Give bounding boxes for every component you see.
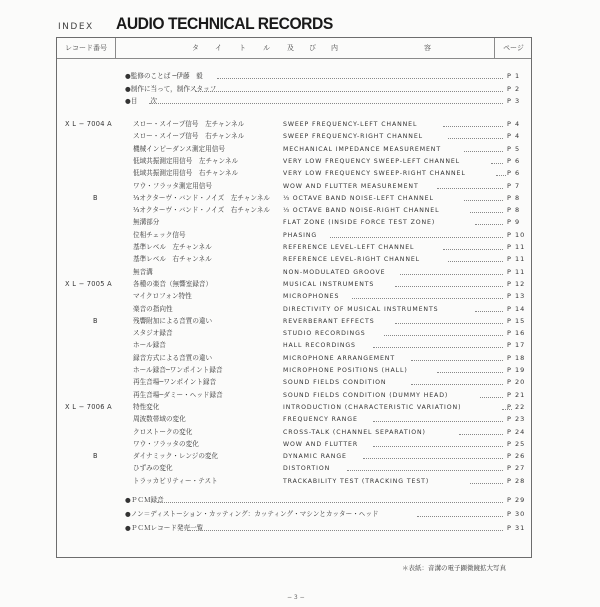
page-ref: P 30 — [507, 510, 526, 518]
page-ref: P 13 — [507, 292, 526, 301]
table-row — [57, 229, 531, 242]
title-english: VERY LOW FREQUENCY SWEEP-LEFT CHANNEL — [283, 157, 461, 165]
table-row — [57, 389, 531, 402]
leader-dots — [496, 167, 506, 176]
page-ref: P 15 — [507, 316, 526, 325]
title-english: MICROPHONES — [283, 293, 340, 301]
leader-dots — [411, 352, 503, 361]
list-item — [57, 522, 531, 535]
page-ref: P 11 — [507, 267, 526, 276]
title-english: REFERENCE LEVEL-LEFT CHANNEL — [283, 244, 415, 251]
leader-dots — [157, 494, 503, 503]
header-title-char: び — [309, 44, 316, 52]
leader-dots — [475, 216, 503, 225]
title-japanese: 無溝部分 — [133, 218, 160, 227]
table-row — [57, 143, 531, 156]
title-japanese: ホール録音─ワンポイント録音 — [133, 366, 223, 374]
leader-dots — [395, 315, 503, 324]
page-ref: P 18 — [507, 353, 526, 362]
page-ref: P 9 — [507, 218, 521, 227]
title-english: INTRODUCTION (CHARACTERISTIC VARIATION) — [283, 403, 462, 411]
page-ref: P 21 — [507, 390, 526, 399]
page-ref: P 19 — [507, 366, 526, 374]
page-ref: P 11 — [507, 243, 526, 251]
leader-dots — [448, 253, 503, 262]
title-english: ⅓ OCTAVE BAND NOISE-RIGHT CHANNEL — [283, 207, 440, 215]
page-ref: P 16 — [507, 329, 526, 338]
title-english: ⅓ OCTAVE BAND NOISE-LEFT CHANNEL — [283, 194, 434, 202]
title-japanese: 低域共振測定用信号 左チャンネル — [133, 156, 239, 165]
table-row — [57, 352, 531, 365]
header-title-char: イ — [215, 44, 222, 52]
leader-dots — [187, 522, 503, 531]
leader-dots — [384, 327, 503, 336]
title-english: STUDIO RECORDINGS — [283, 330, 366, 338]
index-label: INDEX — [58, 22, 94, 32]
page-ref: P 1 — [507, 72, 521, 80]
table-row — [57, 167, 531, 180]
leader-dots — [417, 508, 503, 517]
table-row — [57, 155, 531, 168]
table-row — [57, 204, 531, 217]
record-number: X L − 7005 A — [65, 279, 112, 288]
page-ref: P 6 — [507, 156, 521, 165]
title-japanese: 再生音場─ダミー・ヘッド録音 — [133, 390, 223, 399]
list-item — [57, 83, 531, 96]
table-row — [57, 278, 531, 291]
page-ref: P 28 — [507, 476, 526, 485]
title-japanese: 基準レベル 左チャンネル — [133, 243, 212, 251]
title-english: MUSICAL INSTRUMENTS — [283, 280, 375, 288]
title-japanese: ひずみの変化 — [133, 464, 173, 473]
header-title-contents — [115, 38, 494, 58]
leader-dots — [149, 95, 503, 104]
page-ref: P 23 — [507, 415, 526, 424]
page-number: − 3 − — [287, 594, 305, 601]
leader-dots — [470, 475, 503, 484]
title-english: DYNAMIC RANGE — [283, 453, 347, 461]
record-number: B — [93, 452, 98, 461]
header-title-char: 内 — [331, 44, 338, 52]
title-english: CROSS-TALK (CHANNEL SEPARATION) — [283, 428, 426, 436]
title-english: HALL RECORDINGS — [283, 342, 356, 350]
leader-dots — [480, 389, 503, 398]
list-item — [57, 95, 531, 108]
table-row — [57, 339, 531, 352]
title-english: PHASING — [283, 231, 318, 239]
leader-dots — [491, 155, 503, 164]
leader-dots — [443, 241, 503, 250]
page-ref: P 4 — [507, 120, 521, 128]
leader-dots — [373, 339, 503, 348]
record-number: B — [93, 316, 98, 325]
table-row — [57, 315, 531, 328]
page-ref: P 10 — [507, 230, 526, 239]
title-japanese: 楽音の指向性 — [133, 304, 173, 313]
leader-dots — [448, 130, 503, 139]
list-item — [57, 508, 531, 521]
title-japanese: 位相チェック信号 — [133, 230, 186, 239]
record-number: B — [93, 193, 98, 202]
table-row — [57, 130, 531, 143]
title-japanese: 再生音場─ワンポイント録音 — [133, 378, 217, 387]
table-row — [57, 413, 531, 426]
brand-logo: AUDIO TECHNICAL RECORDS — [116, 14, 333, 33]
title-japanese: ワウ・フラッタ測定用信号 — [133, 181, 212, 190]
item-label: ●目 次 — [125, 97, 158, 106]
title-japanese: 低域共振測定用信号 右チャンネル — [133, 169, 239, 178]
title-japanese: ホール録音 — [133, 341, 166, 350]
table-row — [57, 303, 531, 316]
title-japanese: ワウ・フラッタの変化 — [133, 439, 199, 448]
leader-dots — [475, 303, 503, 312]
leader-dots — [411, 376, 503, 385]
title-japanese: 特性変化 — [133, 402, 160, 411]
item-label: ●制作に当って，制作スタッフ — [125, 84, 217, 93]
record-number: X L − 7006 A — [65, 402, 112, 411]
page-ref: P 29 — [507, 496, 526, 504]
title-japanese: スロー・スイープ信号 右チャンネル — [133, 132, 245, 141]
table-row — [57, 450, 531, 463]
page-ref: P 17 — [507, 341, 526, 350]
title-english: SOUND FIELDS CONDITION — [283, 379, 387, 387]
title-japanese: スタジオ録音 — [133, 329, 173, 338]
page-ref: P 5 — [507, 144, 521, 153]
table-row — [57, 364, 531, 377]
list-item — [57, 494, 531, 507]
cover-caption: ＊表紙：音溝の電子顕微鏡拡大写真 — [402, 564, 506, 572]
title-japanese: 録音方式による音質の違い — [133, 353, 213, 362]
leader-dots — [443, 118, 503, 127]
leader-dots — [217, 70, 503, 79]
table-row — [57, 426, 531, 439]
title-english: TRACKABILITY TEST (TRACKING TEST) — [283, 477, 430, 485]
leader-dots — [195, 83, 503, 92]
page-ref: P 2 — [507, 84, 521, 93]
table-row — [57, 475, 531, 488]
table-row — [57, 438, 531, 451]
title-japanese: 周波数帯域の変化 — [133, 415, 186, 424]
title-japanese: トラッカビリティー・テスト — [133, 476, 218, 485]
table-row — [57, 192, 531, 205]
title-english: REFERENCE LEVEL-RIGHT CHANNEL — [283, 256, 421, 264]
item-label: ●監修のことば ─伊藤 毅 — [125, 72, 203, 80]
table-row — [57, 180, 531, 193]
page-ref: P 14 — [507, 304, 526, 313]
leader-dots — [437, 180, 503, 189]
title-english: SOUND FIELDS CONDITION (DUMMY HEAD) — [283, 391, 449, 399]
page-ref: P 4 — [507, 132, 521, 141]
leader-dots — [400, 266, 503, 275]
table-row — [57, 118, 531, 131]
title-english: MECHANICAL IMPEDANCE MEASUREMENT — [283, 145, 441, 153]
leader-dots — [373, 438, 503, 447]
list-item — [57, 70, 531, 83]
record-number: X L − 7004 A — [65, 120, 112, 128]
item-label: ●ＰＣＭ録音 — [125, 496, 164, 504]
title-japanese: 残響附加による音質の違い — [133, 316, 213, 325]
header-record-number: レコード番号 — [57, 38, 116, 58]
title-english: REVERBERANT EFFECTS — [283, 317, 375, 325]
table-row — [57, 253, 531, 266]
title-english: FLAT ZONE (INSIDE FORCE TEST ZONE) — [283, 219, 436, 227]
page-ref: P 6 — [507, 169, 521, 178]
table-header — [57, 38, 531, 59]
page-ref: P 27 — [507, 464, 526, 473]
table-row — [57, 327, 531, 340]
table-row — [57, 266, 531, 279]
title-japanese: マイクロフォン特性 — [133, 292, 192, 301]
title-english: NON-MODULATED GROOVE — [283, 268, 386, 276]
title-japanese: クロストークの変化 — [133, 427, 193, 436]
title-japanese: ダイナミック・レンジの変化 — [133, 452, 219, 461]
leader-dots — [352, 290, 503, 299]
header-title-char: ト — [239, 44, 246, 52]
leader-dots — [459, 426, 503, 435]
title-japanese: ⅓オクターヴ・バンド・ノイズ 左チャンネル — [133, 193, 270, 202]
page-ref: P 24 — [507, 427, 526, 436]
title-english: DIRECTIVITY OF MUSICAL INSTRUMENTS — [283, 305, 439, 313]
title-japanese: スロー・スイープ信号 左チャンネル — [133, 120, 245, 128]
page-ref: P 3 — [507, 97, 521, 106]
title-english: FREQUENCY RANGE — [283, 416, 358, 424]
leader-dots — [373, 413, 503, 422]
title-english: WOW AND FLUTTER MEASUREMENT — [283, 182, 419, 190]
header-title-char: タ — [192, 44, 199, 52]
leader-dots — [347, 462, 504, 471]
title-japanese: 基準レベル 右チャンネル — [133, 255, 212, 264]
title-english: SWEEP FREQUENCY-RIGHT CHANNEL — [283, 133, 423, 141]
item-label: ●ノン＝ディストーション・カッティング：カッティング・マシンとカッター・ヘッド — [125, 510, 379, 518]
title-japanese: 無音溝 — [133, 267, 153, 276]
title-english: VERY LOW FREQUENCY SWEEP-RIGHT CHANNEL — [283, 170, 466, 178]
title-english: WOW AND FLUTTER — [283, 440, 359, 448]
leader-dots — [470, 204, 503, 213]
table-row — [57, 376, 531, 389]
page-ref: P 11 — [507, 255, 526, 264]
header-title-char: 容 — [424, 44, 431, 52]
page-ref: P 8 — [507, 193, 521, 202]
title-english: SWEEP FREQUENCY-LEFT CHANNEL — [283, 121, 418, 128]
header-page: ページ — [494, 38, 532, 58]
table-row — [57, 401, 531, 414]
leader-dots — [330, 229, 503, 238]
leader-dots — [464, 143, 503, 152]
page-ref: P 26 — [507, 452, 526, 461]
leader-dots — [363, 450, 503, 459]
page-ref: P 7 — [507, 181, 521, 190]
title-japanese: ⅓オクターヴ・バンド・ノイズ 右チャンネル — [133, 206, 270, 215]
table-row — [57, 462, 531, 475]
leader-dots — [464, 192, 503, 201]
header-title-char: ル — [263, 44, 270, 52]
page-ref: P 20 — [507, 378, 526, 387]
table-row — [57, 290, 531, 303]
title-japanese: 各種の楽音（無響室録音） — [133, 279, 213, 288]
title-english: MICROPHONE POSITIONS (HALL) — [283, 367, 408, 374]
page-ref: P 22 — [507, 402, 526, 411]
leader-dots — [395, 278, 503, 287]
page-ref: P 12 — [507, 279, 526, 288]
leader-dots — [437, 364, 503, 373]
item-label: ●ＰＣＭレコード発売一覧 — [125, 524, 204, 532]
table-row — [57, 216, 531, 229]
header-title-char: 及 — [287, 44, 294, 52]
page-ref: P 8 — [507, 206, 521, 215]
title-english: MICROPHONE ARRANGEMENT — [283, 354, 396, 362]
title-english: DISTORTION — [283, 465, 331, 473]
page-ref: P 31 — [507, 524, 526, 532]
page-ref: P 25 — [507, 439, 526, 448]
index-table — [56, 37, 532, 558]
table-row — [57, 241, 531, 254]
title-japanese: 機械インピーダンス測定用信号 — [133, 144, 225, 153]
